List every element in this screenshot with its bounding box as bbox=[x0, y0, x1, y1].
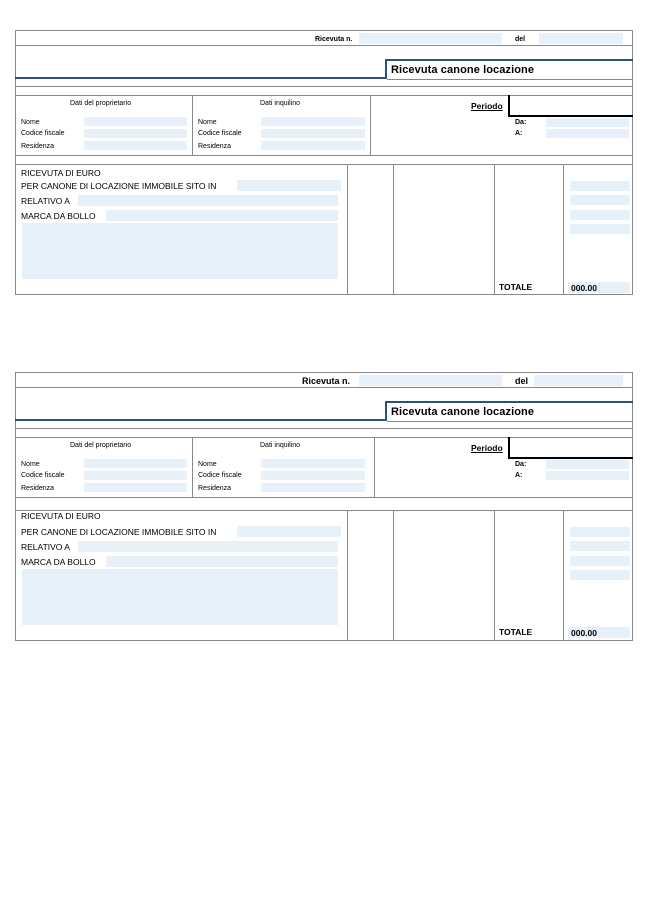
tenant-tax-code-label: Codice fiscale bbox=[198, 130, 242, 137]
notes-area[interactable] bbox=[22, 223, 338, 279]
total-value: 000.00 bbox=[571, 628, 597, 638]
owner-header: Dati del proprietario bbox=[70, 100, 132, 107]
related-to-field[interactable] bbox=[78, 541, 338, 552]
amount-field-3[interactable] bbox=[570, 210, 630, 220]
owner-tax-code-field[interactable] bbox=[84, 129, 187, 138]
amount-field-2[interactable] bbox=[570, 195, 630, 205]
stamp-field[interactable] bbox=[106, 210, 338, 221]
owner-tax-code-label: Codice fiscale bbox=[21, 130, 65, 137]
receipt-number-field[interactable] bbox=[359, 33, 502, 44]
tenant-residence-label: Residenza bbox=[198, 143, 232, 150]
notes-area[interactable] bbox=[22, 569, 338, 625]
receipt-2 bbox=[15, 372, 633, 642]
tenant-residence-field[interactable] bbox=[261, 141, 365, 150]
period-from-field[interactable] bbox=[546, 118, 629, 127]
body-line-related: RELATIVO A bbox=[21, 196, 70, 206]
period-label: Periodo bbox=[471, 101, 503, 111]
total-label: TOTALE bbox=[499, 627, 533, 637]
body-line-amount: RICEVUTA DI EURO bbox=[21, 511, 101, 521]
owner-residence-label: Residenza bbox=[21, 143, 55, 150]
owner-name-label: Nome bbox=[21, 461, 40, 468]
receipt-number-label: Ricevuta n. bbox=[302, 376, 351, 386]
receipt-title: Ricevuta canone locazione bbox=[391, 64, 535, 76]
tenant-name-label: Nome bbox=[198, 461, 217, 468]
body-line-property: PER CANONE DI LOCAZIONE IMMOBILE SITO IN bbox=[21, 527, 217, 537]
period-to-field[interactable] bbox=[546, 129, 629, 138]
tenant-name-field[interactable] bbox=[261, 459, 365, 468]
amount-field-3[interactable] bbox=[570, 556, 630, 566]
body-line-stamp: MARCA DA BOLLO bbox=[21, 211, 96, 221]
owner-tax-code-field[interactable] bbox=[84, 471, 187, 480]
amount-field-1[interactable] bbox=[570, 527, 630, 537]
owner-name-field[interactable] bbox=[84, 459, 187, 468]
amount-field-1[interactable] bbox=[570, 181, 630, 191]
date-field[interactable] bbox=[534, 375, 623, 386]
total-label: TOTALE bbox=[499, 282, 533, 292]
owner-residence-field[interactable] bbox=[84, 141, 187, 150]
body-line-related: RELATIVO A bbox=[21, 542, 70, 552]
owner-name-label: Nome bbox=[21, 119, 40, 126]
amount-field-4[interactable] bbox=[570, 224, 630, 234]
receipt-number-label: Ricevuta n. bbox=[315, 36, 353, 43]
owner-residence-field[interactable] bbox=[84, 483, 187, 492]
date-field[interactable] bbox=[539, 33, 623, 44]
amount-field-2[interactable] bbox=[570, 541, 630, 551]
owner-tax-code-label: Codice fiscale bbox=[21, 472, 65, 479]
related-to-field[interactable] bbox=[78, 195, 338, 206]
body-line-property: PER CANONE DI LOCAZIONE IMMOBILE SITO IN bbox=[21, 181, 217, 191]
receipt-title: Ricevuta canone locazione bbox=[391, 406, 535, 418]
tenant-header: Dati inquilino bbox=[260, 442, 301, 449]
receipt-1 bbox=[15, 30, 633, 296]
receipt-number-field[interactable] bbox=[359, 375, 502, 386]
tenant-name-label: Nome bbox=[198, 119, 217, 126]
total-value: 000.00 bbox=[571, 283, 597, 293]
period-from-label: Da: bbox=[515, 461, 527, 468]
tenant-header: Dati inquilino bbox=[260, 100, 301, 107]
period-to-field[interactable] bbox=[546, 471, 629, 480]
tenant-name-field[interactable] bbox=[261, 117, 365, 126]
tenant-residence-label: Residenza bbox=[198, 485, 232, 492]
amount-field-4[interactable] bbox=[570, 570, 630, 580]
period-from-field[interactable] bbox=[546, 460, 629, 469]
period-from-label: Da: bbox=[515, 119, 527, 126]
period-label: Periodo bbox=[471, 443, 503, 453]
date-label: del bbox=[515, 36, 526, 43]
property-location-field[interactable] bbox=[237, 526, 341, 537]
owner-header: Dati del proprietario bbox=[70, 442, 132, 449]
owner-name-field[interactable] bbox=[84, 117, 187, 126]
owner-residence-label: Residenza bbox=[21, 485, 55, 492]
tenant-tax-code-label: Codice fiscale bbox=[198, 472, 242, 479]
stamp-field[interactable] bbox=[106, 556, 338, 567]
date-label: del bbox=[515, 376, 529, 386]
body-line-stamp: MARCA DA BOLLO bbox=[21, 557, 96, 567]
period-to-label: A: bbox=[515, 472, 523, 479]
property-location-field[interactable] bbox=[237, 180, 341, 191]
period-to-label: A: bbox=[515, 130, 523, 137]
tenant-residence-field[interactable] bbox=[261, 483, 365, 492]
body-line-amount: RICEVUTA DI EURO bbox=[21, 168, 101, 178]
tenant-tax-code-field[interactable] bbox=[261, 471, 365, 480]
tenant-tax-code-field[interactable] bbox=[261, 129, 365, 138]
